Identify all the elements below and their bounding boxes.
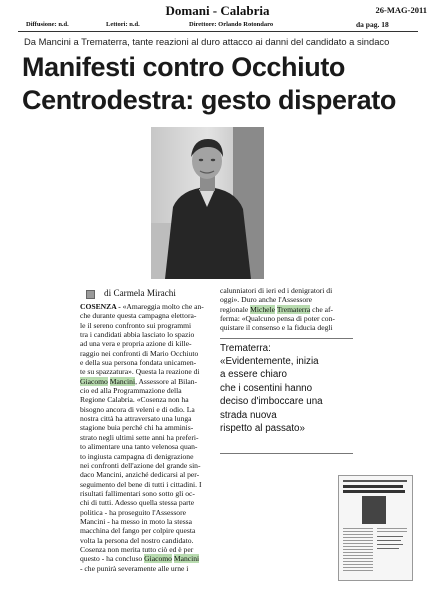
- text-run: politica - ha proseguito l'Assessore: [80, 507, 186, 517]
- highlighted-name: Trematerra: [276, 304, 311, 314]
- pull-quote-speaker: Trematerra:: [220, 343, 271, 354]
- article-column-1: [80, 302, 214, 573]
- col1-line: [80, 414, 214, 423]
- diffusione-label: Diffusione: n.d.: [26, 21, 69, 28]
- text-run: , Assessore al Bilan-: [135, 376, 198, 386]
- col1-line: [80, 461, 214, 470]
- text-run: quistare il consenso e la fiducia degli: [220, 323, 333, 333]
- text-run: «Amareggia molto che an-: [122, 302, 204, 311]
- col1-line: [80, 386, 214, 395]
- col1-line: [80, 489, 214, 498]
- col2-line: [220, 323, 353, 332]
- text-run: stagione buia perché chi ha amminis-: [80, 423, 194, 433]
- highlighted-name: Michele: [250, 304, 276, 314]
- col1-line: [80, 433, 214, 442]
- col1-line: [80, 349, 214, 358]
- pull-quote-text: [220, 355, 360, 435]
- col2-line: [220, 295, 353, 304]
- text-run: volta la persona del nostro candidato.: [80, 535, 194, 545]
- candidate-photo-image: [151, 127, 264, 279]
- text-run: nei confronti dell'azione del grande sin-: [80, 460, 201, 470]
- candidate-photo: [151, 127, 264, 279]
- text-run: nostra città ha attraversato una lunga: [80, 414, 192, 424]
- highlighted-name: Giacomo: [144, 554, 172, 564]
- text-run: le il sereno confronto sui programmi: [80, 320, 192, 330]
- col1-line: [80, 480, 214, 489]
- page-ref: da pag. 18: [356, 20, 389, 29]
- highlighted-name: Giacomo: [80, 376, 108, 386]
- text-run: risultati fallimentari sono sotto gli oc-: [80, 488, 195, 498]
- col1-line: [80, 536, 214, 545]
- pull-quote-rule-bottom: [220, 453, 353, 454]
- col2-line: [220, 305, 353, 314]
- col1-line: [80, 442, 214, 451]
- text-run: daco Mancini, anziché dedicarsi al per-: [80, 470, 200, 480]
- col1-line: [80, 405, 214, 414]
- col1-line: [80, 311, 214, 320]
- text-run: Mancini - ha messo in moto la stessa: [80, 516, 192, 526]
- text-run: questo - ha concluso: [80, 554, 145, 564]
- text-run: Regione Calabria. «Cosenza non ha: [80, 395, 189, 405]
- text-run: - che punirà severamente alle urne i: [80, 563, 189, 573]
- pull-quote-line: «Evidentemente, inizia: [220, 356, 319, 367]
- col2-line: [220, 286, 353, 295]
- page-thumbnail: [338, 475, 413, 581]
- col1-line: [80, 564, 214, 573]
- highlighted-name: Mancini: [173, 554, 200, 564]
- col1-line: [80, 302, 214, 311]
- article-column-2: [220, 286, 353, 333]
- col1-line: [80, 339, 214, 348]
- text-run: to alimentare una tanto velenosa quan-: [80, 442, 198, 452]
- publication-title: Domani - Calabria: [165, 3, 270, 18]
- text-run: che af-: [310, 304, 334, 314]
- text-run: strato negli ultimi sette anni ha preferi-: [80, 432, 199, 442]
- text-run: ad una vera e propria azione di kille-: [80, 339, 192, 349]
- col1-line: [80, 517, 214, 526]
- text-run: COSENZA -: [80, 302, 123, 311]
- direttore-label: Direttore: Orlando Rotondaro: [189, 21, 274, 28]
- text-run: bisogno ancora di veleni e di odio. La: [80, 404, 195, 414]
- text-run: oggi». Duro anche l'Assessore: [220, 295, 313, 305]
- article-byline: di Carmela Mirachi: [104, 288, 176, 298]
- text-run: ferma: «Qualcuno pensa di poter con-: [220, 314, 335, 324]
- col1-line: [80, 395, 214, 404]
- text-run: seguimento del bene di tutti i cittadini. I: [80, 479, 202, 489]
- col1-line: [80, 526, 214, 535]
- col1-line: [80, 358, 214, 367]
- col1-line: [80, 423, 214, 432]
- col2-line: [220, 314, 353, 323]
- article-kicker: Da Mancini a Trematerra, tante reazioni al duro attacco ai danni del candidato a sindaco: [24, 36, 390, 47]
- pull-quote-line: rispetto al passato»: [220, 423, 305, 435]
- publication-date: 26-MAG-2011: [375, 5, 427, 15]
- text-run: che durante questa campagna elettora-: [80, 311, 197, 321]
- col1-line: [80, 545, 214, 554]
- headline-line-2: Centrodestra: gesto disperato: [22, 85, 396, 115]
- col1-line: [80, 554, 214, 563]
- text-run: calunniatori di ieri ed i denigratori di: [220, 286, 333, 295]
- text-run: te su spazzatura». Questa la reazione di: [80, 367, 200, 377]
- text-run: chi di tutti. Adesso quella stessa parte: [80, 498, 195, 508]
- headline-line-1: Manifesti contro Occhiuto: [22, 52, 346, 82]
- col1-line: [80, 367, 214, 376]
- pull-quote-line: che i cosentini hanno: [220, 382, 313, 394]
- col1-line: [80, 321, 214, 330]
- col1-line: [80, 470, 214, 479]
- pull-quote-line: a essere chiaro: [220, 369, 287, 381]
- col1-line: [80, 498, 214, 507]
- text-run: macchina del fango per colpire questa: [80, 526, 196, 536]
- text-run: Cosenza non merita tutto ciò ed è per: [80, 544, 194, 554]
- pull-quote-line: strada nuova: [220, 409, 277, 421]
- col1-line: [80, 377, 214, 386]
- text-run: e della sua persona fondata unicamen-: [80, 358, 197, 368]
- text-run: cio ed alla Programmazione della: [80, 386, 182, 396]
- text-run: to ingiusta campagna di denigrazione: [80, 451, 194, 461]
- col1-line: [80, 452, 214, 461]
- highlighted-name: Mancini: [109, 376, 136, 386]
- byline-marker: [86, 290, 95, 299]
- col1-line: [80, 508, 214, 517]
- pull-quote-line: deciso d'imboccare una: [220, 396, 323, 408]
- col1-line: [80, 330, 214, 339]
- text-run: tra i candidati abbia lasciato lo spazio: [80, 330, 195, 340]
- text-run: regionale: [220, 304, 251, 314]
- pull-quote-rule-top: [220, 338, 353, 339]
- lettori-label: Lettori: n.d.: [106, 21, 140, 28]
- text-run: raggio nei confronti di Mario Occhiuto: [80, 348, 199, 358]
- header-divider: [18, 31, 418, 32]
